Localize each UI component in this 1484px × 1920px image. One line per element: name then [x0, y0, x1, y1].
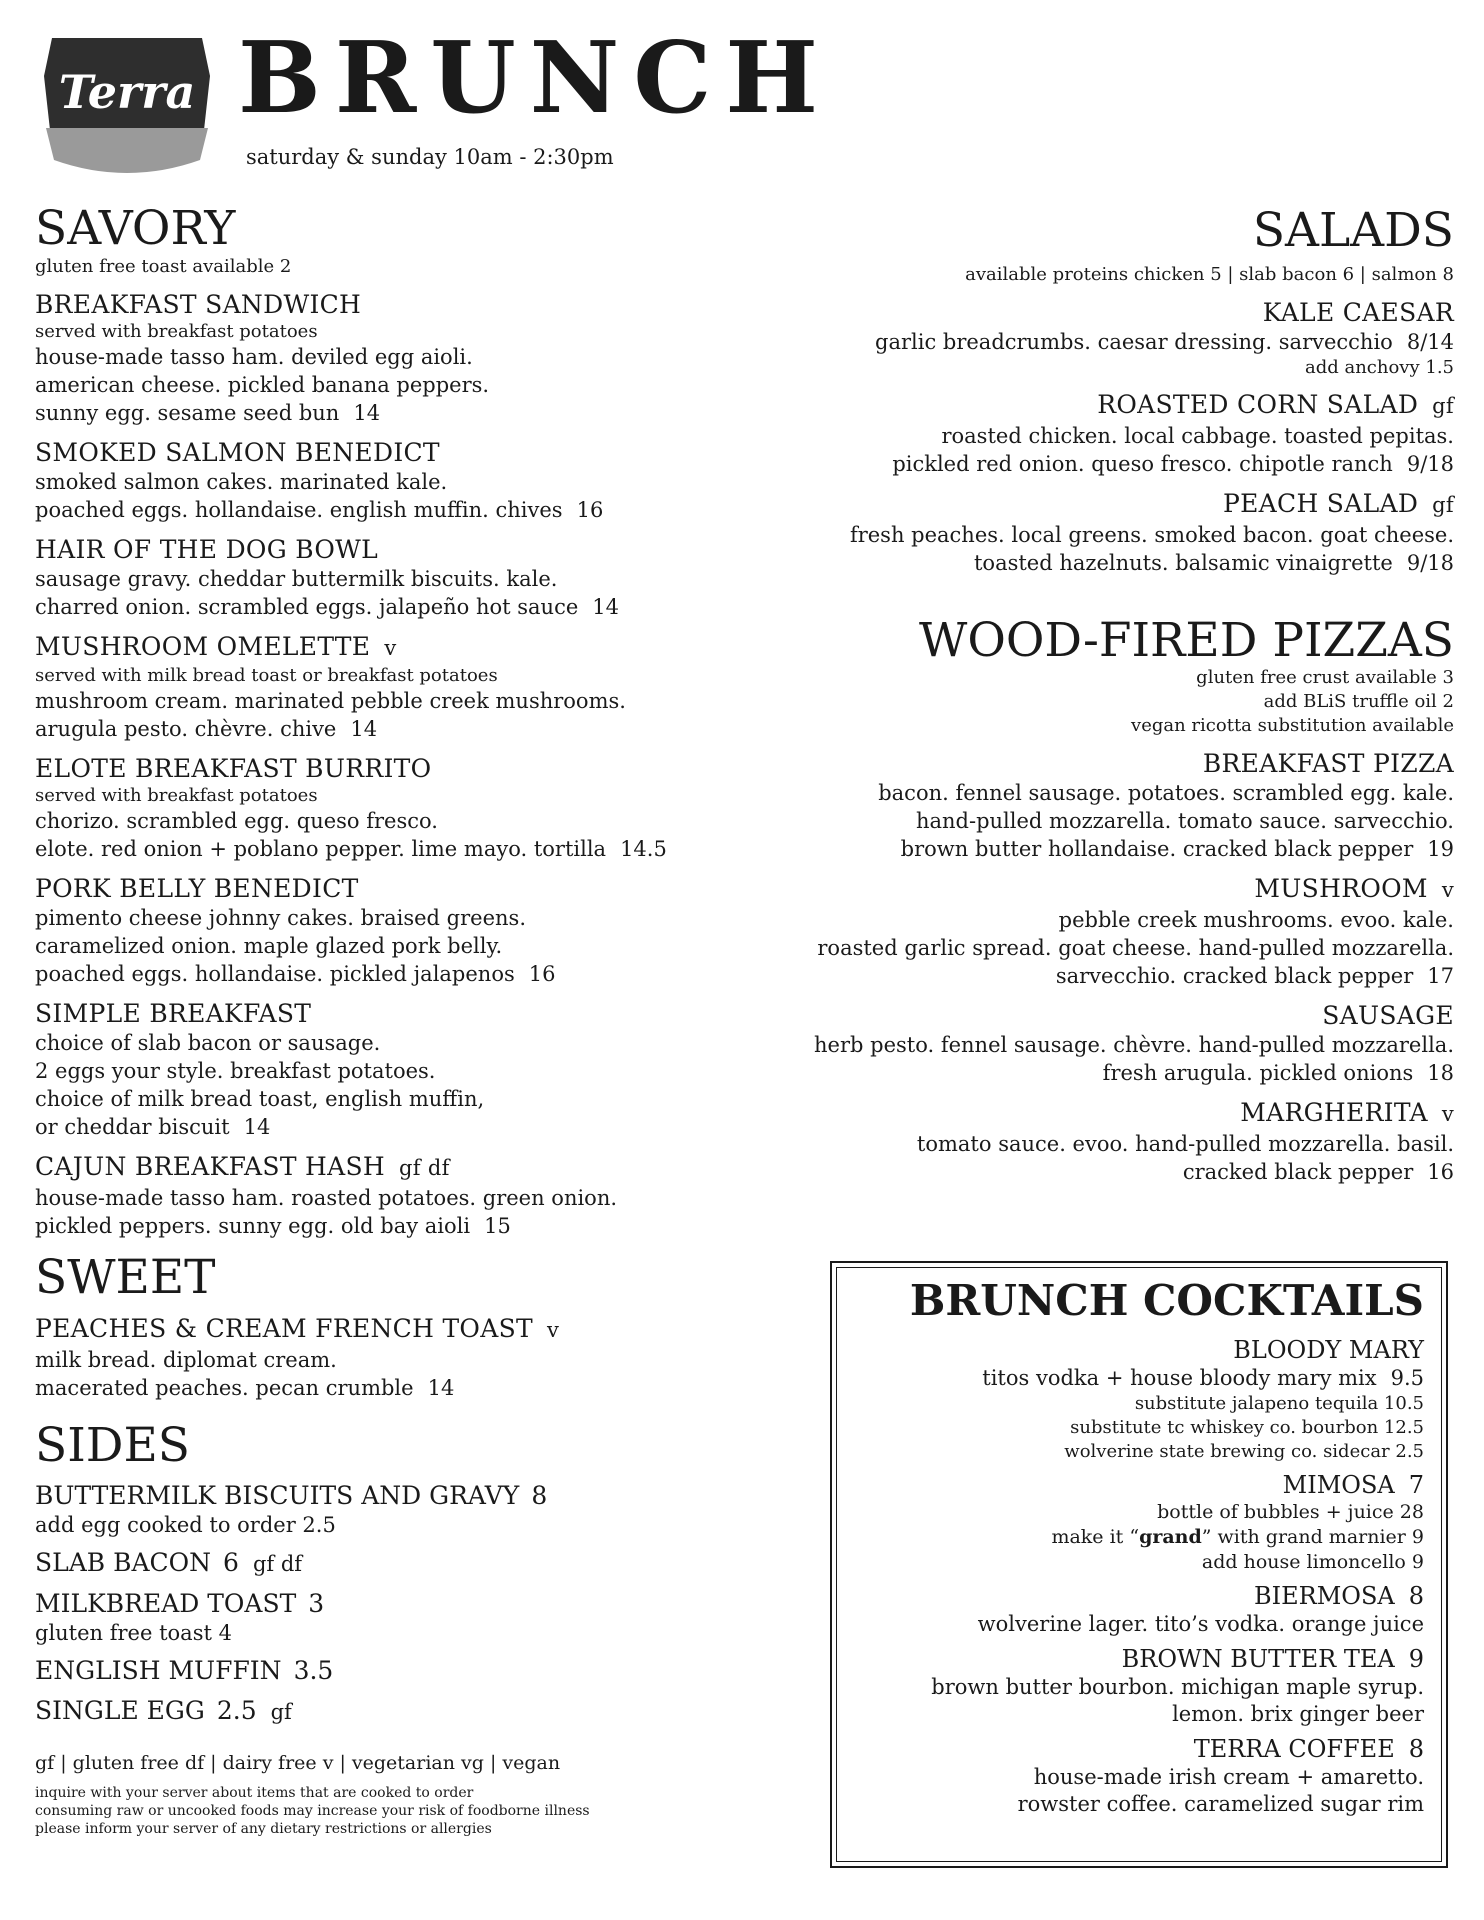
cocktail-price: 9 [1408, 1645, 1424, 1673]
item-desc [35, 593, 735, 621]
disclaimer-line: consuming raw or uncooked foods may increase your risk of foodborne illness [35, 1803, 590, 1820]
salads-list [714, 297, 1454, 577]
pizza-note: vegan ricotta substitution available [1131, 715, 1454, 737]
cocktail-brown-butter-tea [844, 1644, 1424, 1728]
menu-item [714, 297, 1454, 379]
item-desc-text: charred onion. scrambled eggs. jalapeño hot sauce [35, 594, 579, 619]
pizza-note: add BLiS truffle oil 2 [1263, 691, 1454, 713]
item-desc [714, 521, 1454, 549]
cocktail-price: 7 [1408, 1471, 1424, 1499]
side-name: ENGLISH MUFFIN [35, 1656, 282, 1686]
cocktail-desc: bottle of bubbles + juice 28 [1157, 1501, 1424, 1523]
item-desc [714, 328, 1454, 356]
item-name [714, 748, 1454, 779]
menu-item [714, 1000, 1454, 1087]
item-desc-text: house-made tasso ham. roasted potatoes. green onion. [35, 1185, 618, 1210]
item-desc-text: poached eggs. hollandaise. english muffin. chives [35, 497, 563, 522]
item-price: 14 [353, 400, 381, 425]
menu-item [714, 748, 1454, 863]
item-desc-text: house-made tasso ham. deviled egg aioli. [35, 344, 473, 369]
pizzas-list [714, 748, 1454, 1186]
cocktail-price: 9.5 [1390, 1366, 1424, 1390]
item-price: 14 [592, 594, 619, 619]
cocktail-sub: substitute jalapeno tequila 10.5 [1134, 1393, 1424, 1414]
cocktail-name: BROWN BUTTER TEA [1121, 1645, 1395, 1673]
savory-note: gluten free toast available 2 [35, 255, 292, 277]
item-name [35, 289, 735, 320]
item-desc [714, 450, 1454, 478]
item-price: 14.5 [620, 836, 667, 861]
diet-legend: gf | gluten free df | dairy free v | vegetarian vg | vegan [35, 1752, 561, 1775]
item-title: ELOTE BREAKFAST BURRITO [35, 753, 432, 783]
item-title: HAIR OF THE DOG BOWL [35, 534, 379, 564]
item-desc [714, 835, 1454, 863]
item-addon: add anchovy 1.5 [1304, 356, 1454, 378]
item-name [714, 1097, 1454, 1130]
diet-tag: v [384, 635, 397, 660]
logo-text: Terra [58, 65, 196, 119]
item-desc-text: macerated peaches. pecan crumble [35, 1376, 414, 1401]
item-price: 9/18 [1406, 451, 1454, 476]
menu-item [35, 534, 735, 621]
cocktail-desc: brown butter bourbon. michigan maple syrup. [931, 1675, 1424, 1699]
item-desc [35, 1085, 735, 1113]
item-desc [35, 1029, 735, 1057]
item-title: BREAKFAST PIZZA [1202, 749, 1454, 779]
item-desc-text: sarvecchio. cracked black pepper [1055, 964, 1414, 989]
cocktails-title: BRUNCH COCKTAILS [909, 1276, 1424, 1325]
item-desc [35, 343, 735, 371]
menu-item [714, 389, 1454, 478]
cocktail-price: 8 [1408, 1735, 1424, 1763]
side-name: MILKBREAD TOAST [35, 1589, 297, 1619]
cocktail-desc: lemon. brix ginger beer [1172, 1702, 1424, 1726]
menu-item [35, 753, 735, 863]
cocktail-name: TERRA COFFEE [1193, 1735, 1395, 1763]
menu-item [35, 1151, 735, 1240]
diet-tag: gf df [252, 1552, 303, 1577]
side-name: BUTTERMILK BISCUITS AND GRAVY [35, 1481, 520, 1511]
item-title: PEACHES & CREAM FRENCH TOAST [35, 1314, 533, 1344]
item-desc-text: fresh arugula. pickled onions [1102, 1061, 1414, 1086]
left-column [35, 203, 735, 1838]
item-desc [714, 549, 1454, 577]
item-name [35, 534, 735, 565]
pizza-note: gluten free crust available 3 [1196, 667, 1454, 689]
side-price: 3 [308, 1589, 325, 1619]
cocktail-name: BIERMOSA [1253, 1582, 1395, 1610]
pizzas-title: WOOD-FIRED PIZZAS [919, 612, 1454, 668]
side-name: SINGLE EGG [35, 1696, 205, 1726]
item-title: KALE CAESAR [1262, 297, 1454, 327]
item-desc [35, 835, 735, 863]
cocktail-sub: substitute tc whiskey co. bourbon 12.5 [1070, 1417, 1424, 1438]
item-desc [714, 1130, 1454, 1158]
menu-item [35, 631, 735, 743]
sweet-title: SWEET [35, 1249, 216, 1305]
item-desc-text: toasted hazelnuts. balsamic vinaigrette [973, 550, 1393, 575]
item-desc [35, 399, 735, 427]
side-item [35, 1547, 735, 1580]
item-price: 18 [1427, 1061, 1454, 1086]
item-desc [35, 371, 735, 399]
side-price: 8 [531, 1481, 548, 1511]
diet-tag: v [546, 1318, 560, 1343]
cocktail-desc: titos vodka + house bloody mary mix [982, 1366, 1377, 1390]
item-desc [35, 1346, 735, 1374]
item-desc [35, 496, 735, 524]
item-name [714, 873, 1454, 906]
item-title: PEACH SALAD [1222, 488, 1419, 518]
cocktail-desc: house-made irish cream + amaretto. [1033, 1765, 1424, 1789]
item-name [35, 753, 735, 784]
item-desc-text: bacon. fennel sausage. potatoes. scrambled egg. kale. [878, 781, 1454, 806]
menu-item [35, 289, 735, 427]
item-served-with: served with breakfast potatoes [35, 784, 318, 806]
item-desc-text: milk bread. diplomat cream. [35, 1348, 337, 1373]
diet-tag: gf df [399, 1155, 450, 1180]
item-name [35, 873, 735, 904]
item-desc [35, 468, 735, 496]
menu-item [35, 1313, 735, 1402]
item-desc-text: roasted chicken. local cabbage. toasted pepitas. [941, 423, 1454, 448]
item-desc [35, 1057, 735, 1085]
item-price: 16 [1427, 1160, 1454, 1185]
cocktails-box [830, 1261, 1448, 1868]
item-desc [35, 807, 735, 835]
cocktail-mimosa [844, 1470, 1424, 1575]
item-desc [35, 904, 735, 932]
diet-tag: gf [1432, 393, 1454, 418]
item-desc [35, 687, 735, 715]
item-desc-text: fresh peaches. local greens. smoked bacon. goat cheese. [849, 522, 1454, 547]
item-title: MUSHROOM OMELETTE [35, 631, 371, 661]
cocktail-bloody-mary [844, 1335, 1424, 1464]
item-desc-text: choice of slab bacon or sausage. [35, 1030, 381, 1055]
side-price: 3.5 [293, 1656, 334, 1686]
cocktail-price: 8 [1408, 1582, 1424, 1610]
item-desc-text: garlic breadcrumbs. caesar dressing. sarvecchio [875, 329, 1393, 354]
cocktail-terra-coffee [844, 1734, 1424, 1818]
cocktail-desc-grand: make it “grand” with grand marnier 9 [1051, 1526, 1424, 1548]
item-title: SAUSAGE [1322, 1001, 1454, 1031]
item-desc [714, 807, 1454, 835]
item-desc [714, 1031, 1454, 1059]
item-title: MARGHERITA [1240, 1098, 1428, 1128]
item-title: PORK BELLY BENEDICT [35, 873, 359, 903]
item-desc [714, 779, 1454, 807]
item-price: 19 [1427, 837, 1454, 862]
item-desc [35, 565, 735, 593]
item-name [35, 437, 735, 468]
item-price: 14 [243, 1114, 271, 1139]
menu-item [714, 488, 1454, 577]
item-desc [35, 715, 735, 743]
item-desc-text: american cheese. pickled banana peppers. [35, 372, 490, 397]
cocktail-sub: wolverine state brewing co. sidecar 2.5 [1064, 1441, 1424, 1462]
item-desc [35, 1113, 735, 1141]
cocktail-desc: add house limoncello 9 [1201, 1551, 1424, 1573]
item-title: ROASTED CORN SALAD [1097, 389, 1419, 419]
item-desc-text: smoked salmon cakes. marinated kale. [35, 469, 448, 494]
item-desc-text: poached eggs. hollandaise. pickled jalapenos [35, 961, 515, 986]
item-desc-text: 2 eggs your style. breakfast potatoes. [35, 1058, 436, 1083]
item-price: 15 [484, 1213, 511, 1238]
item-desc-text: arugula pesto. chèvre. chive [35, 716, 337, 741]
item-price: 16 [528, 961, 556, 986]
menu-item [35, 437, 735, 524]
item-desc-text: caramelized onion. maple glazed pork belly. [35, 933, 503, 958]
item-desc [35, 960, 735, 988]
menu-item [714, 873, 1454, 990]
menu-item [714, 1097, 1454, 1186]
page-title: BRUNCH [238, 21, 832, 136]
item-name [714, 297, 1454, 328]
item-name [714, 1000, 1454, 1031]
item-title: MUSHROOM [1254, 874, 1428, 904]
item-price: 17 [1427, 964, 1454, 989]
item-desc [35, 932, 735, 960]
item-desc-text: brown butter hollandaise. cracked black pepper [900, 837, 1414, 862]
item-name [714, 488, 1454, 521]
disclaimer-line: inquire with your server about items that are cooked to order [35, 1785, 474, 1802]
cocktail-desc: wolverine lager. tito’s vodka. orange juice [977, 1612, 1424, 1636]
item-desc-text: sausage gravy. cheddar buttermilk biscuits. kale. [35, 566, 558, 591]
item-price: 14 [427, 1376, 455, 1401]
item-desc-text: hand-pulled mozzarella. tomato sauce. sarvecchio. [915, 809, 1454, 834]
menu-item [35, 873, 735, 988]
item-name [714, 389, 1454, 422]
item-title: SIMPLE BREAKFAST [35, 998, 312, 1028]
item-desc-text: roasted garlic spread. goat cheese. hand-pulled mozzarella. [817, 936, 1454, 961]
item-desc [714, 1158, 1454, 1186]
cocktail-name: BLOODY MARY [1233, 1336, 1424, 1364]
item-title: SMOKED SALMON BENEDICT [35, 437, 440, 467]
item-desc-text: sunny egg. sesame seed bun [35, 400, 340, 425]
item-title: CAJUN BREAKFAST HASH [35, 1151, 386, 1181]
item-desc [35, 1374, 735, 1402]
item-name [35, 1151, 735, 1184]
item-desc-text: or cheddar biscuit [35, 1114, 230, 1139]
sides-list [35, 1480, 735, 1728]
item-price: 16 [576, 497, 604, 522]
item-desc [35, 1184, 735, 1212]
hours-text: saturday & sunday 10am - 2:30pm [246, 145, 614, 169]
side-name: SLAB BACON [35, 1548, 212, 1578]
sweet-list [35, 1313, 735, 1402]
item-served-with: served with milk bread toast or breakfast potatoes [35, 664, 498, 686]
item-desc-text: tomato sauce. evoo. hand-pulled mozzarella. basil. [916, 1132, 1454, 1157]
savory-title: SAVORY [35, 201, 236, 256]
item-desc-text: choice of milk bread toast, english muffin, [35, 1086, 485, 1111]
side-addon: add egg cooked to order 2.5 [35, 1513, 336, 1538]
salads-note: available proteins chicken 5 | slab bacon 6 | salmon 8 [965, 263, 1454, 285]
side-addon: gluten free toast 4 [35, 1621, 232, 1646]
cocktail-desc: rowster coffee. caramelized sugar rim [1017, 1792, 1424, 1816]
item-desc-text: pebble creek mushrooms. evoo. kale. [1058, 908, 1454, 933]
item-title: BREAKFAST SANDWICH [35, 289, 362, 319]
disclaimer-line: please inform your server of any dietary restrictions or allergies [35, 1821, 492, 1838]
diet-tag: v [1441, 878, 1454, 903]
cocktail-biermosa [844, 1581, 1424, 1638]
diet-tag: v [1441, 1102, 1454, 1127]
side-item [35, 1480, 735, 1512]
item-desc [714, 906, 1454, 934]
diet-tag: gf [1432, 492, 1454, 517]
item-desc-text: pickled red onion. queso fresco. chipotle ranch [892, 451, 1393, 476]
menu-item [35, 998, 735, 1141]
item-desc [714, 934, 1454, 962]
item-desc-text: chorizo. scrambled egg. queso fresco. [35, 808, 438, 833]
savory-list [35, 289, 735, 1240]
diet-tag: gf [270, 1700, 292, 1725]
item-desc [714, 422, 1454, 450]
item-desc-text: elote. red onion + poblano pepper. lime mayo. tortilla [35, 836, 607, 861]
disclaimer [35, 1784, 735, 1838]
side-price: 6 [223, 1548, 239, 1578]
side-item [35, 1588, 735, 1620]
item-desc-text: cracked black pepper [1182, 1160, 1414, 1185]
item-name [35, 998, 735, 1029]
item-desc-text: pickled peppers. sunny egg. old bay aioli [35, 1213, 471, 1238]
item-name [35, 631, 735, 664]
side-item [35, 1695, 735, 1728]
side-price: 2.5 [216, 1696, 257, 1726]
side-item [35, 1655, 735, 1687]
item-desc [714, 1059, 1454, 1087]
item-desc [714, 962, 1454, 990]
item-price: 14 [350, 716, 378, 741]
item-desc-text: mushroom cream. marinated pebble creek mushrooms. [35, 688, 626, 713]
item-name [35, 1313, 735, 1346]
item-desc-text: pimento cheese johnny cakes. braised greens. [35, 905, 526, 930]
cocktail-name: MIMOSA [1282, 1471, 1395, 1499]
item-price: 8/14 [1406, 329, 1454, 354]
salads-title: SALADS [1252, 203, 1454, 258]
item-desc-text: herb pesto. fennel sausage. chèvre. hand-pulled mozzarella. [814, 1033, 1454, 1058]
sides-title: SIDES [35, 1418, 190, 1474]
terra-logo [38, 28, 216, 188]
item-desc [35, 1212, 735, 1240]
item-price: 9/18 [1406, 550, 1454, 575]
right-column [714, 205, 1454, 1186]
item-served-with: served with breakfast potatoes [35, 320, 318, 342]
